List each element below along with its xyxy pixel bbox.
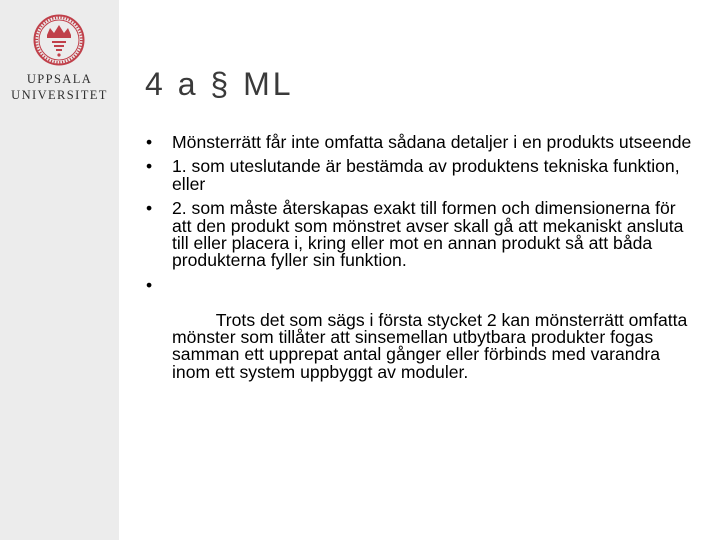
logo-text-line1: UPPSALA <box>26 72 93 86</box>
sidebar <box>0 0 119 540</box>
slide-title: 4 a § ML <box>145 66 294 102</box>
bullet-text: 1. som uteslutande är bestämda av produktens tekniska funktion, eller <box>172 156 680 194</box>
bullet-item <box>146 134 694 151</box>
bullet-item <box>146 158 694 193</box>
bullet-item <box>146 200 694 270</box>
university-seal-icon <box>33 14 85 66</box>
bullet-list <box>146 134 694 406</box>
bullet-item <box>146 274 694 399</box>
bullet-text: Mönsterrätt får inte omfatta sådana detaljer i en produkts utseende <box>172 132 692 152</box>
bullet-icon: • <box>146 132 153 152</box>
logo-text-line2: UNIVERSITET <box>11 88 108 102</box>
bullet-text: 2. som måste återskapas exakt till formen och dimensionerna för att den produkt som mönstret avser skall gå att mekaniskt ansluta till eller placera i, kring eller mot en annan produkt så att båda produkterna fyller sin funktion. <box>172 198 684 271</box>
bullet-text: Trots det som sägs i första stycket 2 kan mönsterrätt omfatta mönster som tillåter att sinsemellan utbytbara produkter fogas samman ett upprepat antal gånger eller förbinds med varandra inom ett system uppbyggt av moduler. <box>172 309 693 382</box>
bullet-icon: • <box>146 198 153 219</box>
bullet-icon: • <box>146 156 153 177</box>
bullet-icon: • <box>146 274 153 295</box>
